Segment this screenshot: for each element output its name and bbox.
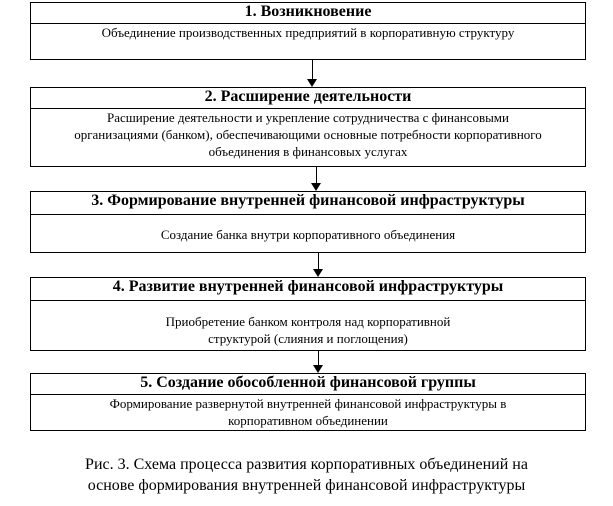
stage-1-title: 1. Возникновение: [31, 3, 585, 24]
stage-3-title: 3. Формирование внутренней финансовой инфраструктуры: [31, 192, 585, 215]
arrow-2-3: [311, 167, 322, 191]
stage-3-description: Создание банка внутри корпоративного объединения: [160, 227, 456, 242]
stage-5-box: [30, 373, 586, 431]
stage-5-description: Формирование развернутой внутренней финансовой инфраструктуры в корпоративном объединении: [109, 396, 507, 428]
stage-1-description: Объединение производственных предприятий в корпоративную структуру: [101, 25, 515, 40]
stage-2-description: Расширение деятельности и укрепление сотрудничества с финансовыми организациями (банком), обеспечивающими основные потребности корпоративного объединения в финансовых услугах: [74, 110, 542, 159]
arrow-3-4: [313, 253, 324, 277]
stage-2-box: [30, 87, 586, 167]
stage-1-box: [30, 2, 586, 60]
figure-caption: [0, 454, 613, 496]
arrow-4-5: [313, 351, 324, 373]
stage-2-title: 2. Расширение деятельности: [31, 88, 585, 109]
stage-5-title: 5. Создание обособленной финансовой группы: [31, 374, 585, 395]
stage-4-box: [30, 277, 586, 351]
stage-3-box: [30, 191, 586, 253]
caption-line-2: основе формирования внутренней финансовой инфраструктуры: [87, 477, 526, 494]
caption-line-1: Рис. 3. Схема процесса развития корпоративных объединений на: [85, 456, 528, 473]
stage-4-title: 4. Развитие внутренней финансовой инфраструктуры: [31, 278, 585, 301]
stage-4-description: Приобретение банком контроля над корпоративной структурой (слияния и поглощения): [165, 314, 451, 346]
arrow-1-2: [307, 60, 318, 87]
